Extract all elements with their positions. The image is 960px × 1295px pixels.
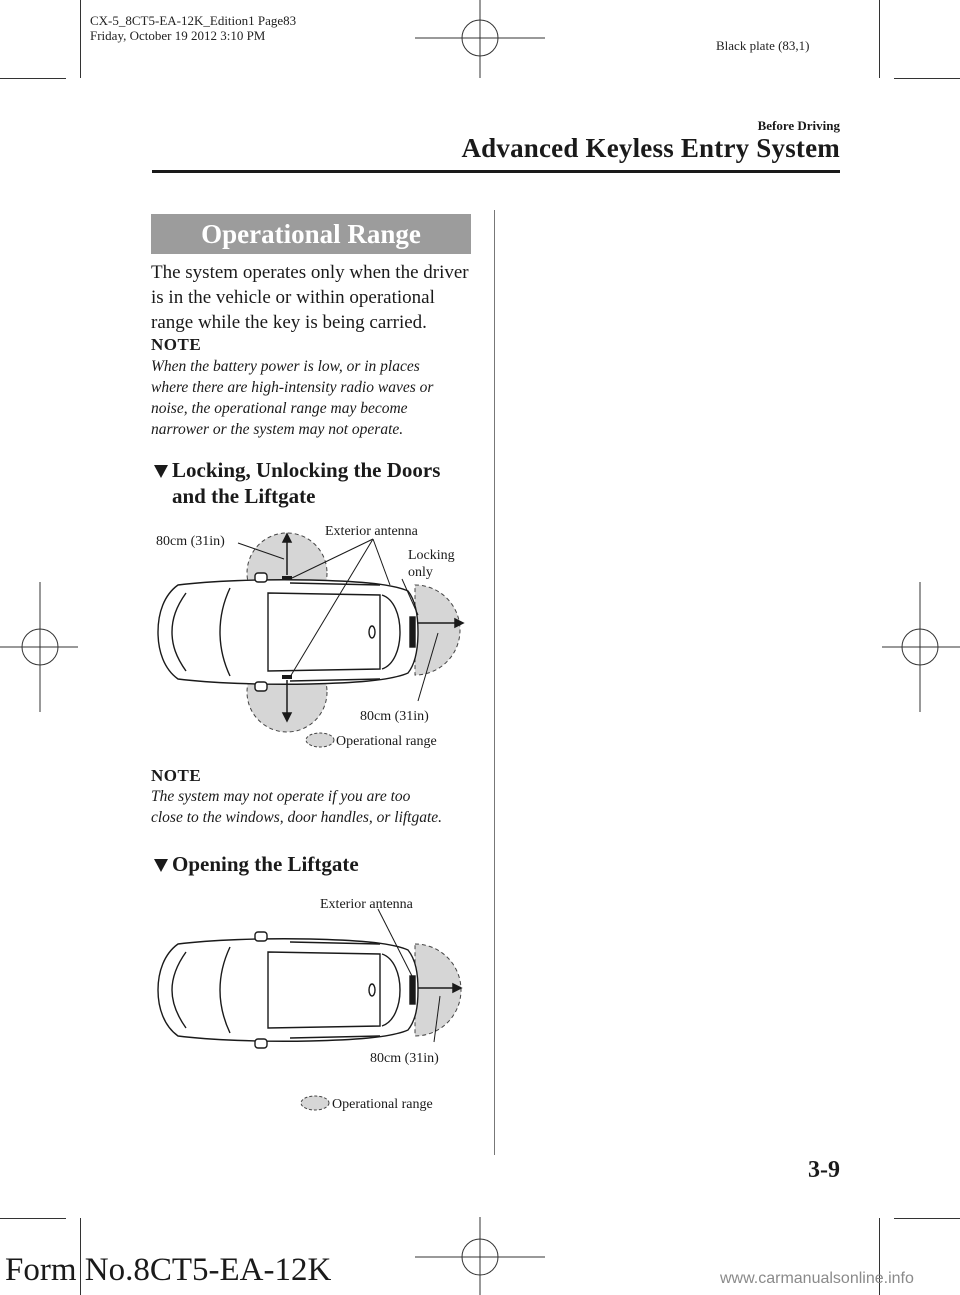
car-outline-icon [158,573,418,691]
legend-swatch [306,733,334,747]
note-line: where there are high-intensity radio waves or [151,379,434,396]
triangle-bullet-icon [153,463,169,479]
print-plate: Black plate (83,1) [716,38,810,53]
note-label: NOTE [151,766,202,785]
label-exterior-antenna: Exterior antenna [320,897,413,912]
chapter-title: Advanced Keyless Entry System [461,133,840,163]
subsection-title: Opening the Liftgate [172,852,359,876]
label-distance: 80cm (31in) [370,1051,439,1066]
note-line: close to the windows, door handles, or liftgate. [151,809,443,826]
subsection-title [172,457,440,509]
car-range-diagram-1 [150,515,480,755]
page-number: 3-9 [808,1157,840,1183]
legend-swatch [301,1096,329,1110]
legend-label: Operational range [336,734,437,749]
header-rule [152,170,840,173]
car-range-diagram-2 [150,892,480,1122]
intro-line: is in the vehicle or within operational [151,287,435,308]
label-distance-bottom: 80cm (31in) [360,709,429,724]
subsection-title-line: and the Liftgate [172,484,316,508]
section-label: Before Driving [757,118,840,133]
note-line: The system may not operate if you are too [151,788,411,805]
watermark-url: www.carmanualsonline.info [720,1270,914,1287]
print-file-line: CX-5_8CT5-EA-12K_Edition1 Page83 [90,13,297,28]
subsection-title-line: Locking, Unlocking the Doors [172,458,441,482]
note-line: When the battery power is low, or in places [151,358,420,375]
note-label: NOTE [151,335,202,354]
print-date-line: Friday, October 19 2012 3:10 PM [90,28,266,43]
note-text [151,356,486,440]
registration-mark-bottom [415,1215,545,1295]
label-locking: Locking [408,548,455,563]
label-exterior-antenna: Exterior antenna [325,524,418,539]
intro-paragraph [151,260,486,335]
intro-line: The system operates only when the driver [151,262,469,283]
section-heading-banner: Operational Range [151,214,471,254]
car-outline-icon [158,932,418,1048]
label-only: only [408,565,433,580]
antenna-marker-front [282,576,292,580]
legend-label: Operational range [332,1097,433,1112]
intro-line: range while the key is being carried. [151,312,427,333]
registration-mark-right [880,582,960,712]
note-line: narrower or the system may not operate. [151,421,404,438]
note-line: noise, the operational range may become [151,400,408,417]
registration-mark-top [415,0,545,80]
triangle-bullet-icon [153,857,169,873]
label-distance-top: 80cm (31in) [156,534,225,549]
note-text [151,786,486,828]
form-number: Form No.8CT5-EA-12K [5,1252,332,1288]
range-zone-liftgate [415,585,460,675]
registration-mark-left [0,582,80,712]
